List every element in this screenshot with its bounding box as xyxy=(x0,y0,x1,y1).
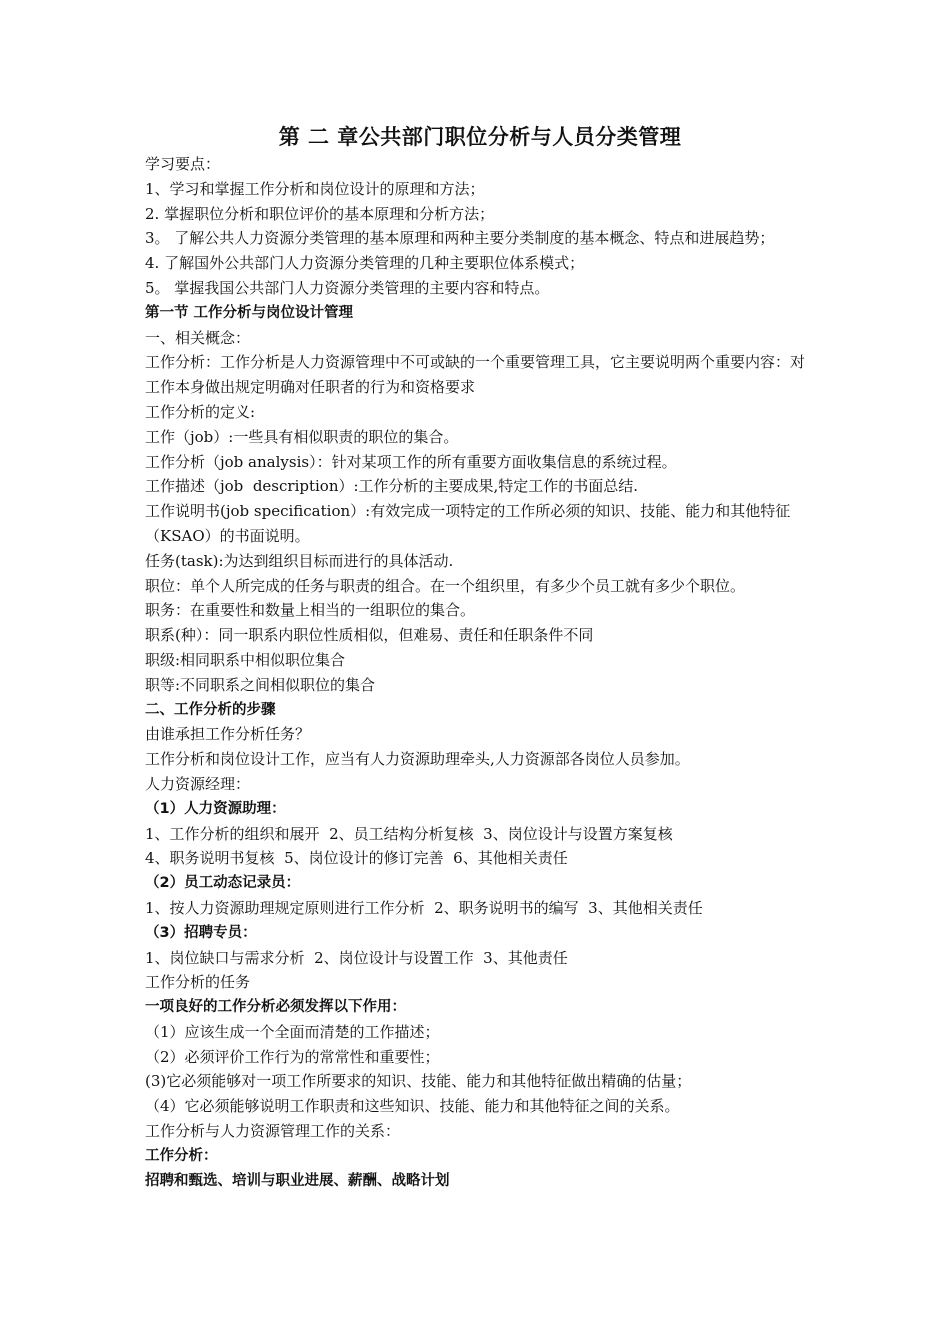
body-paragraph: 一、相关概念： xyxy=(145,328,251,347)
body-paragraph: （2）必须评价工作行为的常常性和重要性； xyxy=(145,1047,440,1066)
body-paragraph: 4、职务说明书复核 5、岗位设计的修订完善 6、其他相关责任 xyxy=(145,849,568,868)
body-paragraph: 工作分析：工作分析是人力资源管理中不可或缺的一个重要管理工具，它主要说明两个重要内容：对工作本身做出规定明确对任职者的行为和资格要求 xyxy=(145,353,806,397)
body-paragraph: 工作分析和岗位设计工作，应当有人力资源助理牵头,人力资源部各岗位人员参加。 xyxy=(145,750,690,769)
body-paragraph: 1、岗位缺口与需求分析 2、岗位设计与设置工作 3、其他责任 xyxy=(145,948,568,967)
body-paragraph: 工作说明书(job specification）:有效完成一项特定的工作所必须的知识、技能、能力和其他特征（KSAO）的书面说明。 xyxy=(145,502,791,545)
body-paragraph: 学习要点： xyxy=(145,155,221,173)
body-paragraph: 职等:不同职系之间相似职位的集合 xyxy=(145,675,376,694)
body-paragraph: 3。 了解公共人力资源分类管理的基本原理和两种主要分类制度的基本概念、特点和进展趋势； xyxy=(145,229,775,248)
section-heading: 招聘和甄选、培训与职业进展、薪酬、战略计划 xyxy=(145,1172,450,1189)
body-paragraph: 5。 掌握我国公共部门人力资源分类管理的主要内容和特点。 xyxy=(145,278,550,297)
body-paragraph: (3)它必须能够对一项工作所要求的知识、技能、能力和其他特征做出精确的估量； xyxy=(145,1072,692,1091)
body-paragraph: 1、学习和掌握工作分析和岗位设计的原理和方法； xyxy=(145,179,485,198)
section-heading: 二、工作分析的步骤 xyxy=(145,701,276,718)
body-paragraph: （1）应该生成一个全面而清楚的工作描述； xyxy=(145,1022,440,1041)
body-paragraph: 2. 掌握职位分析和职位评价的基本原理和分析方法； xyxy=(145,204,495,223)
body-paragraph: 人力资源经理： xyxy=(145,774,251,793)
document-title: 第 二 章公共部门职位分析与人员分类管理 xyxy=(278,125,682,149)
body-paragraph: 任务(task):为达到组织目标而进行的具体活动. xyxy=(145,551,454,570)
body-paragraph: 1、按人力资源助理规定原则进行工作分析 2、职务说明书的编写 3、其他相关责任 xyxy=(145,898,703,917)
body-paragraph: （4）它必须能够说明工作职责和这些知识、技能、能力和其他特征之间的关系。 xyxy=(145,1097,680,1116)
body-paragraph: 工作描述（job description）:工作分析的主要成果,特定工作的书面总结. xyxy=(145,477,639,496)
body-paragraph: 职位：单个人所完成的任务与职责的组合。在一个组织里，有多少个员工就有多少个职位。 xyxy=(145,576,746,595)
section-heading: 第一节 工作分析与岗位设计管理 xyxy=(145,304,354,321)
section-heading: 工作分析： xyxy=(145,1147,218,1164)
body-paragraph: 工作分析的定义: xyxy=(145,402,256,421)
body-paragraph: 4. 了解国外公共部门人力资源分类管理的几种主要职位体系模式； xyxy=(145,254,585,273)
section-heading: （1）人力资源助理： xyxy=(145,800,286,817)
section-heading: （2）员工动态记录员： xyxy=(145,875,301,892)
body-paragraph: 职级:相同职系中相似职位集合 xyxy=(145,650,346,669)
body-paragraph: 1、工作分析的组织和展开 2、员工结构分析复核 3、岗位设计与设置方案复核 xyxy=(145,824,673,843)
body-paragraph: 工作分析的任务 xyxy=(145,973,251,992)
body-paragraph: 职系(种）：同一职系内职位性质相似，但难易、责任和任职条件不同 xyxy=(145,626,594,645)
body-paragraph: 工作分析与人力资源管理工作的关系： xyxy=(145,1122,401,1141)
document-page xyxy=(145,122,815,1193)
section-heading: （3）招聘专员： xyxy=(145,924,257,941)
body-paragraph: 由谁承担工作分析任务？ xyxy=(145,725,311,744)
body-paragraph: 职务：在重要性和数量上相当的一组职位的集合。 xyxy=(145,601,476,620)
section-heading: 一项良好的工作分析必须发挥以下作用： xyxy=(145,999,406,1016)
body-paragraph: 工作（job）:一些具有相似职责的职位的集合。 xyxy=(145,427,459,446)
body-paragraph: 工作分析（job analysis）：针对某项工作的所有重要方面收集信息的系统过程。 xyxy=(145,452,677,471)
document-body xyxy=(145,152,815,1193)
